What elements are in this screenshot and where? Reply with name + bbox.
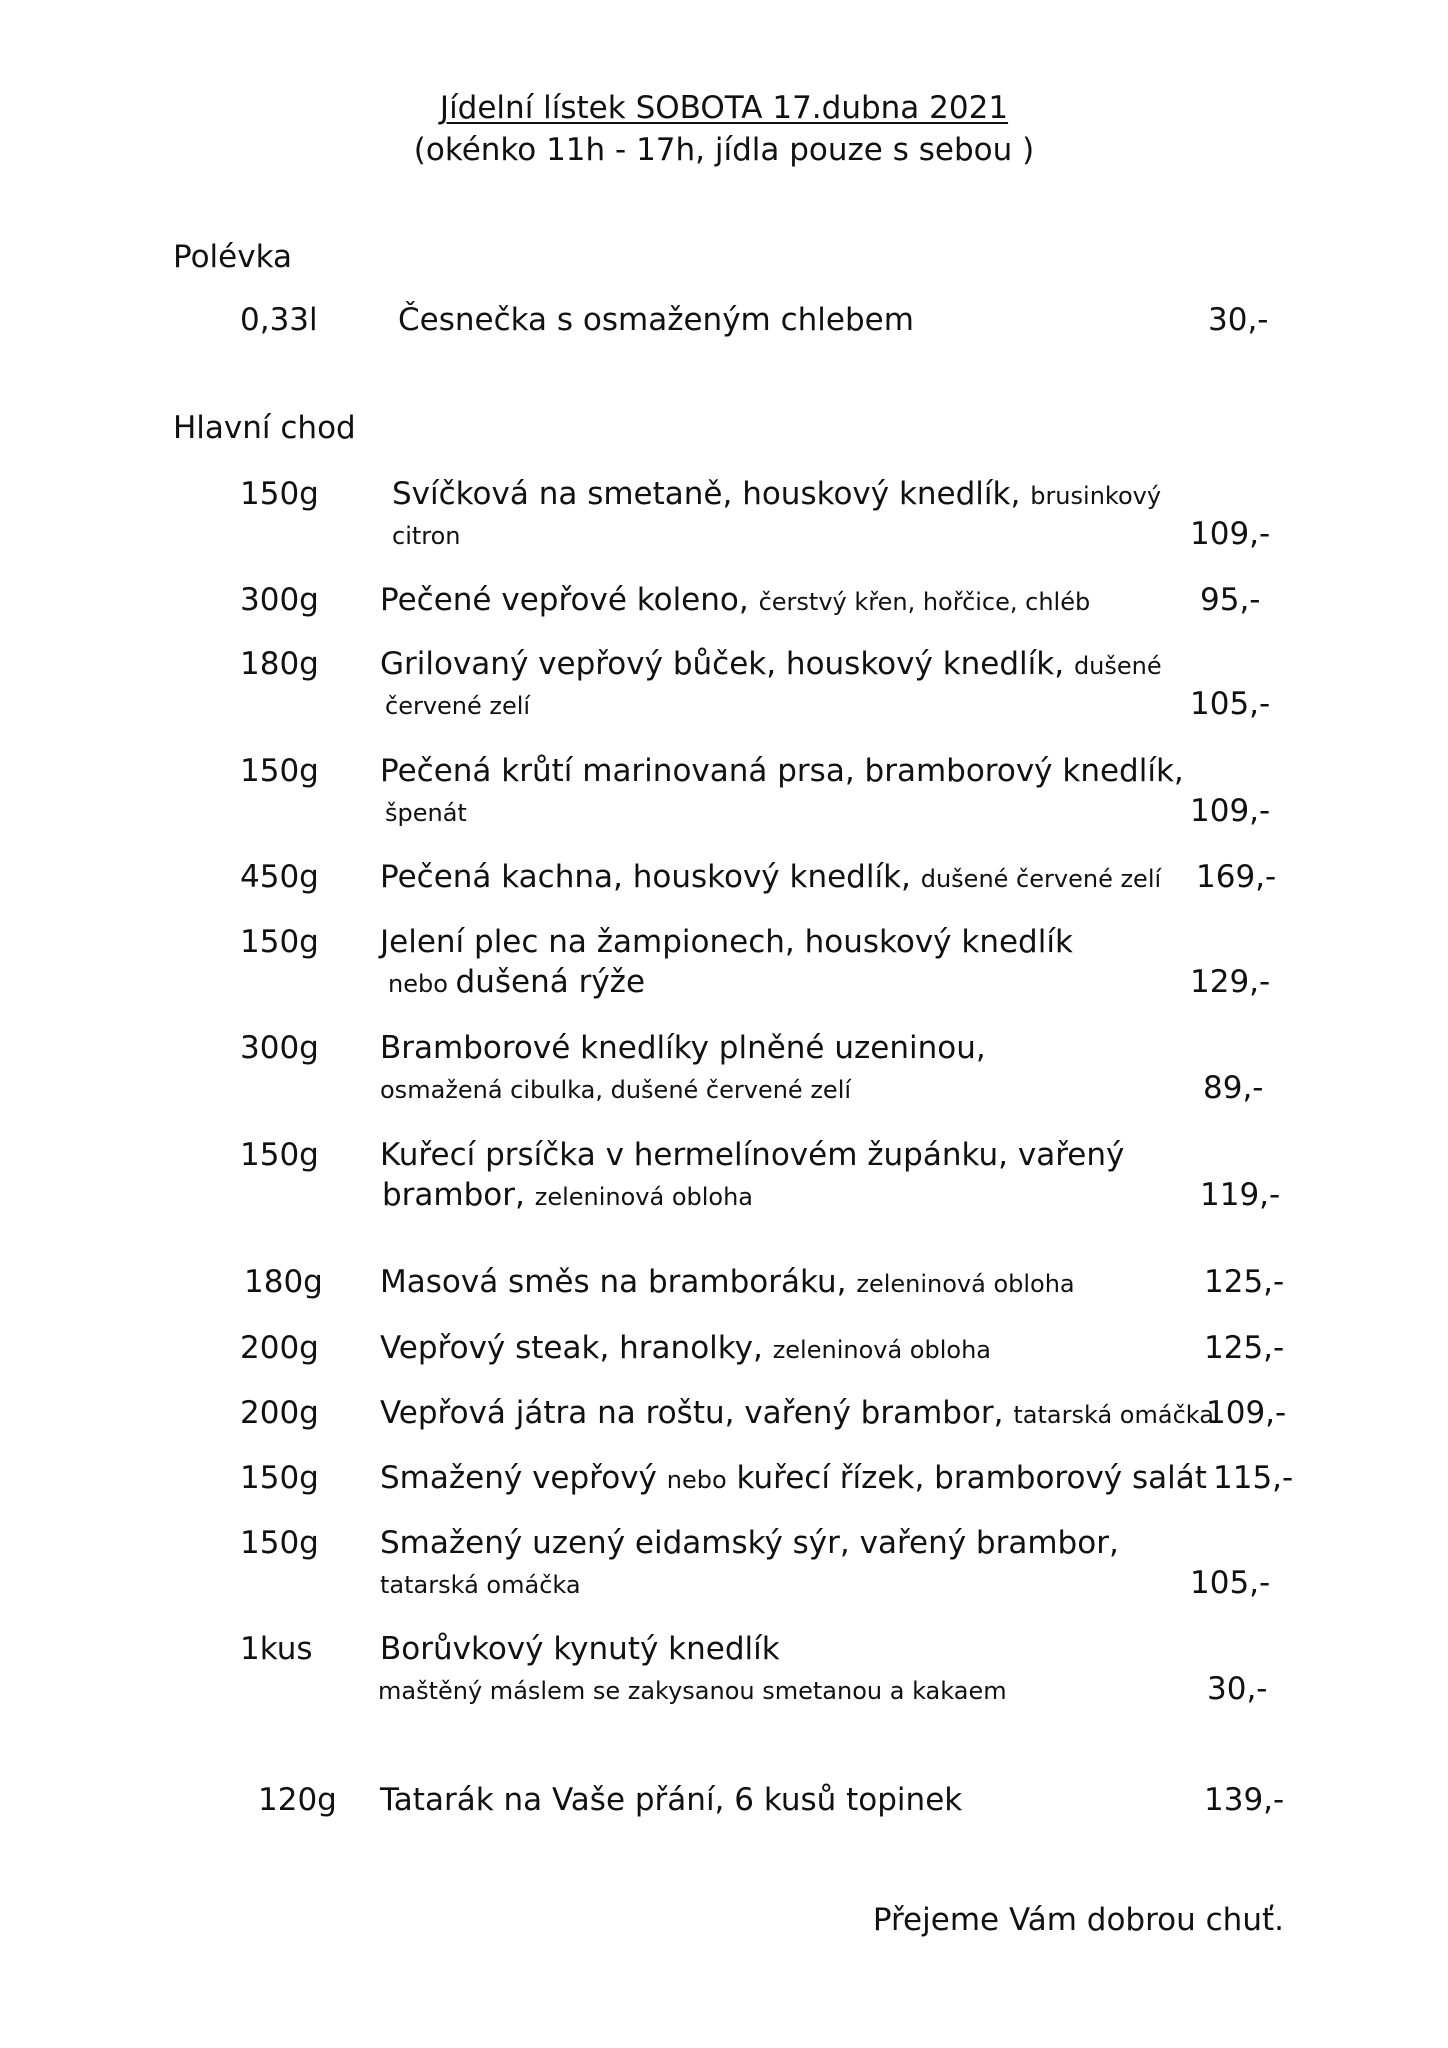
- menu-item: [0, 474, 1448, 574]
- item-price: 139,-: [1204, 1782, 1285, 1818]
- item-sides: tatarská omáčka: [380, 1571, 581, 1599]
- item-weight: 150g: [240, 753, 319, 789]
- item-price: 125,-: [1204, 1330, 1285, 1366]
- item-sides: osmažená cibulka, dušené červené zelí: [380, 1076, 852, 1104]
- item-sides: brambor, zeleninová obloha: [382, 1177, 754, 1213]
- item-sides: červené zelí: [385, 692, 531, 720]
- item-weight: 150g: [240, 1525, 319, 1561]
- soup-row: [0, 300, 1448, 400]
- soup-weight: 0,33l: [240, 302, 318, 338]
- menu-item: [0, 922, 1448, 1022]
- item-price: 105,-: [1190, 1565, 1271, 1601]
- menu-subtitle: (okénko 11h - 17h, jídla pouze s sebou ): [413, 132, 1035, 168]
- item-name: Vepřový steak, hranolky, zeleninová obloha: [380, 1330, 991, 1366]
- item-price: 109,-: [1190, 793, 1271, 829]
- item-weight: 200g: [240, 1395, 319, 1431]
- item-name: Vepřová játra na roštu, vařený brambor, tatarská omáčka: [380, 1395, 1214, 1431]
- item-sides: citron: [392, 522, 461, 550]
- item-name: Smažený uzený eidamský sýr, vařený brambor,: [380, 1525, 1119, 1561]
- item-weight: 300g: [240, 1030, 319, 1066]
- item-name: Smažený vepřový nebo kuřecí řízek, bramborový salát: [380, 1460, 1207, 1496]
- item-weight: 300g: [240, 582, 319, 618]
- menu-item: [0, 644, 1448, 744]
- menu-item: [0, 1135, 1448, 1235]
- item-weight: 450g: [240, 859, 319, 895]
- menu-title: Jídelní lístek SOBOTA 17.dubna 2021: [439, 90, 1009, 126]
- item-weight: 200g: [240, 1330, 319, 1366]
- item-price: 109,-: [1190, 516, 1271, 552]
- item-price: 169,-: [1196, 859, 1277, 895]
- item-name: Kuřecí prsíčka v hermelínovém župánku, vařený: [380, 1137, 1125, 1173]
- item-name: Grilovaný vepřový bůček, houskový knedlík, dušené: [380, 646, 1162, 682]
- item-weight: 150g: [240, 1460, 319, 1496]
- item-price: 115,-: [1213, 1460, 1294, 1496]
- closing-wish: Přejeme Vám dobrou chuť.: [872, 1902, 1284, 1938]
- item-name: Bramborové knedlíky plněné uzeninou,: [380, 1030, 986, 1066]
- item-name: Tatarák na Vaše přání, 6 kusů topinek: [380, 1782, 963, 1818]
- item-name: Jelení plec na žampionech, houskový knedlík: [380, 924, 1073, 960]
- item-weight: 150g: [240, 924, 319, 960]
- item-name: Pečené vepřové koleno, čerstvý křen, hořčice, chléb: [380, 582, 1091, 618]
- item-price: 125,-: [1204, 1264, 1285, 1300]
- item-name: Borůvkový kynutý knedlík: [380, 1631, 780, 1667]
- item-weight: 1kus: [240, 1631, 313, 1667]
- menu-item: [0, 1629, 1448, 1729]
- item-weight: 150g: [240, 476, 319, 512]
- item-weight: 150g: [240, 1137, 319, 1173]
- item-weight: 180g: [240, 646, 319, 682]
- menu-item: [0, 751, 1448, 851]
- menu-item: [0, 1028, 1448, 1128]
- item-price: 30,-: [1207, 1671, 1268, 1707]
- item-sides: maštěný máslem se zakysanou smetanou a kakaem: [378, 1677, 1007, 1705]
- item-weight: 180g: [244, 1264, 323, 1300]
- item-price: 95,-: [1200, 582, 1261, 618]
- item-name: Svíčková na smetaně, houskový knedlík, brusinkový: [392, 476, 1162, 512]
- item-sides: nebo dušená rýže: [388, 964, 646, 1000]
- item-price: 105,-: [1190, 686, 1271, 722]
- soup-price: 30,-: [1208, 302, 1269, 338]
- item-price: 89,-: [1203, 1070, 1264, 1106]
- main-heading: Hlavní chod: [173, 410, 356, 446]
- item-price: 119,-: [1200, 1177, 1281, 1213]
- item-name: Pečená kachna, houskový knedlík, dušené červené zelí: [380, 859, 1162, 895]
- soup-name: Česnečka s osmaženým chlebem: [398, 302, 914, 338]
- menu-item: [0, 1523, 1448, 1623]
- soup-heading: Polévka: [173, 239, 292, 275]
- item-weight: 120g: [258, 1782, 337, 1818]
- item-name: Masová směs na bramboráku, zeleninová obloha: [380, 1264, 1075, 1300]
- item-sides: špenát: [385, 799, 467, 827]
- item-name: Pečená krůtí marinovaná prsa, bramborový knedlík,: [380, 753, 1184, 789]
- item-price: 129,-: [1190, 964, 1271, 1000]
- menu-item: [0, 1780, 1448, 1880]
- item-price: 109,-: [1206, 1395, 1287, 1431]
